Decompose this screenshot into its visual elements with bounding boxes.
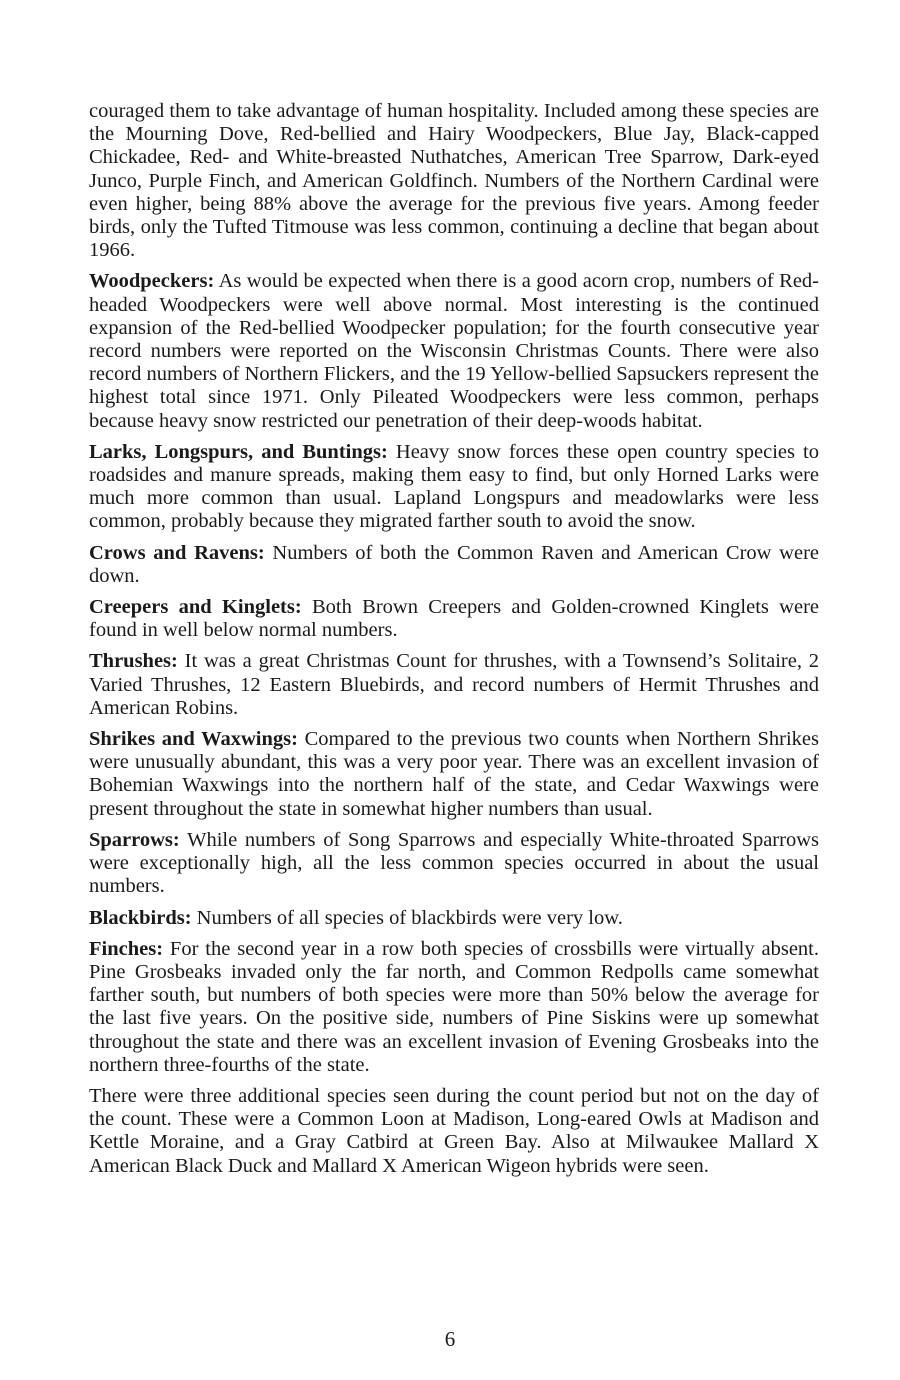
paragraph-blackbirds — [89, 907, 819, 930]
section-heading: Sparrows: — [89, 828, 180, 851]
paragraph-text: It was a great Christmas Count for thrushes, with a Townsend’s Solitaire, 2 Varied Thrushes, 12 Eastern Bluebirds, and record numbers of Hermit Thrushes and American Robins. — [89, 650, 820, 719]
paragraph-text: For the second year in a row both species of crossbills were virtually absent. Pine Grosbeaks invaded only the far north, and Common Redpolls came somewhat farther south, but numbers of both species were more than 50% below the average for the last five years. On the positive side, numbers of Pine Siskins were up somewhat throughout the state and there was an excellent invasion of Evening Grosbeaks into the northern three-fourths of the state. — [89, 937, 819, 1076]
paragraph-creepers-kinglets — [89, 596, 819, 642]
paragraph-woodpeckers — [89, 270, 819, 432]
section-heading: Woodpeckers: — [89, 270, 215, 293]
paragraph-text: While numbers of Song Sparrows and especially White-throated Sparrows were exceptionally high, all the less common species occurred in about the usual numbers. — [89, 828, 819, 898]
section-heading: Creepers and Kinglets: — [89, 596, 302, 619]
paragraph-finches — [89, 938, 819, 1077]
paragraph-text: Compared to the previous two counts when Northern Shrikes were unusually abundant, this was a very poor year. There was an excellent invasion of Bohemian Waxwings into the northern half of the state, and Cedar Waxwings were present throughout the state in somewhat higher numbers than usual. — [89, 728, 819, 820]
paragraph-sparrows — [89, 829, 819, 899]
paragraph-text: Numbers of all species of blackbirds were very low. — [196, 906, 623, 929]
section-heading: Thrushes: — [89, 650, 178, 673]
paragraph-text: Heavy snow forces these open country species to roadsides and manure spreads, making them easy to find, but only Horned Larks were much more common than usual. Lapland Longspurs and meadowlarks were less common, probably because they migrated farther south to avoid the snow. — [89, 440, 819, 533]
section-heading: Larks, Longspurs, and Buntings: — [89, 440, 388, 463]
paragraph-text: Both Brown Creepers and Golden-crowned Kinglets were found in well below normal numbers. — [89, 596, 819, 642]
paragraph-thrushes — [89, 650, 819, 720]
section-heading: Blackbirds: — [89, 906, 192, 929]
section-heading: Finches: — [89, 937, 164, 960]
paragraph-additional-species — [89, 1085, 819, 1178]
section-heading: Crows and Ravens: — [89, 541, 265, 564]
paragraph-crows-ravens — [89, 542, 819, 588]
section-heading: Shrikes and Waxwings: — [89, 728, 298, 751]
paragraph-text: There were three additional species seen during the count period but not on the day of the count. These were a Common Loon at Madison, Long-eared Owls at Madison and Kettle Moraine, and a Gray Catbird at Green Bay. Also at Milwaukee Mallard X American Black Duck and Mallard X American Wigeon hybrids were seen. — [89, 1084, 819, 1177]
paragraph-shrikes-waxwings — [89, 728, 819, 821]
page-number: 6 — [444, 1327, 456, 1351]
paragraph-larks-longspurs-buntings — [89, 441, 819, 534]
paragraph-text: As would be expected when there is a good acorn crop, numbers of Red-headed Woodpeckers were well above normal. Most interesting is the continued expansion of the Red-bellied Woodpecker population; for the fourth consecutive year record numbers were reported on the Wisconsin Christmas Counts. There were also record numbers of Northern Flickers, and the 19 Yellow-bellied Sapsuckers represent the highest total since 1971. Only Pileated Woodpeckers were less common, perhaps because heavy snow restricted our penetration of their deep-woods habitat. — [89, 270, 820, 432]
paragraph-text: couraged them to take advantage of human hospitality. Included among these species are the Mourning Dove, Red-bellied and Hairy Woodpeckers, Blue Jay, Black-capped Chickadee, Red- and White-breasted Nuthatches, American Tree Sparrow, Dark-eyed Junco, Purple Finch, and American Goldfinch. Numbers of the Northern Cardinal were even higher, being 88% above the average for the previous five years. Among feeder birds, only the Tufted Titmouse was less common, continuing a decline that began about 1966. — [89, 100, 819, 262]
paragraph-text: Numbers of both the Common Raven and American Crow were down. — [89, 541, 820, 587]
document-body — [89, 100, 819, 1186]
paragraph-feeder-birds — [89, 100, 819, 262]
